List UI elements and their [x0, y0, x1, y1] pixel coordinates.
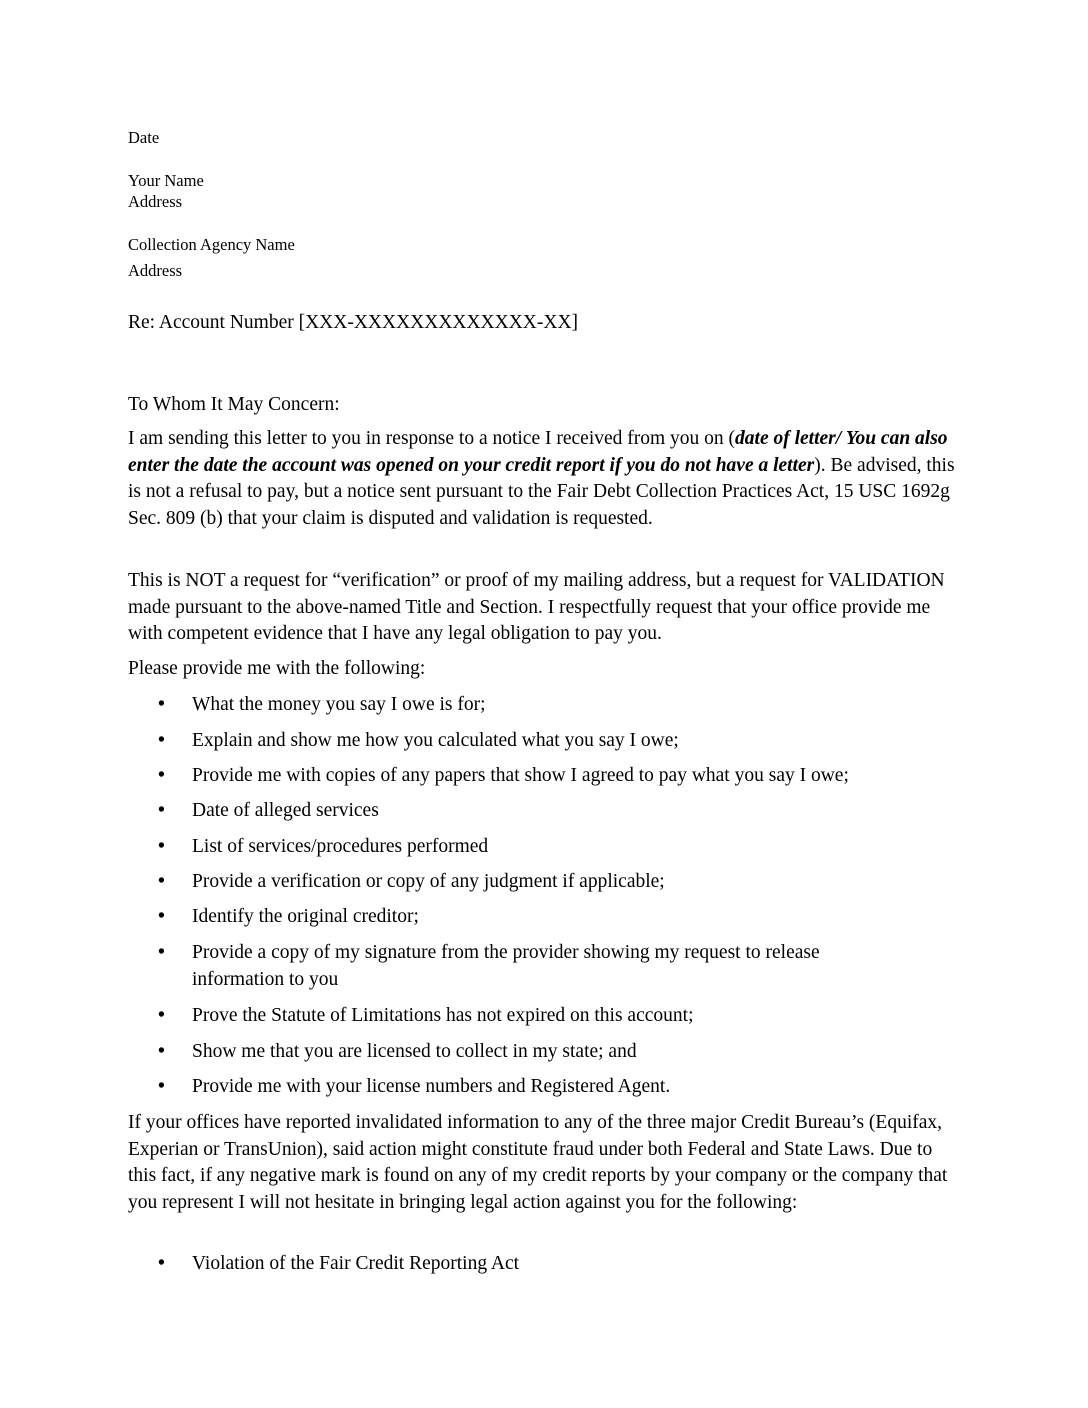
bullet-icon: • — [158, 694, 165, 715]
request-text: Identify the original creditor; — [192, 906, 419, 927]
request-text: Explain and show me how you calculated what you say I owe; — [192, 730, 679, 751]
paragraph-response-emphasis: date of letter/ You can also enter the date the account was opened on your credit report if you do not have a letter — [128, 428, 948, 476]
request-text: What the money you say I owe is for; — [192, 694, 486, 715]
date-line: Date — [128, 128, 160, 147]
request-text: Prove the Statute of Limitations has not expired on this account; — [192, 1005, 694, 1026]
request-text: List of services/procedures performed — [192, 836, 489, 857]
paragraph-response-before: I am sending this letter to you in response to a notice I received from you on ( — [128, 428, 736, 449]
list-intro: Please provide me with the following: — [128, 658, 426, 679]
paragraph-response — [128, 426, 963, 532]
sender-name: Your Name — [128, 171, 204, 190]
bullet-icon: • — [158, 871, 165, 892]
request-text: Provide me with your license numbers and Registered Agent. — [192, 1076, 671, 1097]
re-line: Re: Account Number [XXX-XXXXXXXXXXXXX-XX] — [128, 312, 579, 333]
bullet-icon: • — [158, 730, 165, 751]
bullet-icon: • — [158, 1005, 165, 1026]
request-text: Provide a verification or copy of any judgment if applicable; — [192, 871, 665, 892]
paragraph-response-after: ). Be advised, this is not a refusal to pay, but a notice sent pursuant to the Fair Debt Collection Practices Act, 15 USC 1692g Sec. 809 (b) that your claim is disputed and validation is requested. — [128, 454, 955, 529]
sender-address: Address — [128, 192, 183, 211]
violation-text: Violation of the Fair Credit Reporting Act — [192, 1253, 520, 1274]
recipient-address: Address — [128, 261, 183, 280]
salutation: To Whom It May Concern: — [128, 394, 340, 415]
bullet-icon: • — [158, 836, 165, 857]
bullet-icon: • — [158, 1076, 165, 1097]
bullet-icon: • — [158, 1253, 165, 1274]
bullet-icon: • — [158, 765, 165, 786]
bullet-icon: • — [158, 942, 165, 963]
paragraph-validation: This is NOT a request for “verification” or proof of my mailing address, but a request for VALIDATION made pursuant to the above-named Title and Section. I respectfully request that your office provide me with competent evidence that I have any legal obligation to pay you. — [128, 570, 945, 644]
bullet-icon: • — [158, 800, 165, 821]
bullet-icon: • — [158, 1041, 165, 1062]
request-text: Provide me with copies of any papers that show I agreed to pay what you say I owe; — [192, 765, 849, 786]
request-text: Provide a copy of my signature from the provider showing my request to release information to you — [192, 942, 820, 990]
recipient-name: Collection Agency Name — [128, 235, 295, 254]
request-text: Show me that you are licensed to collect in my state; and — [192, 1041, 637, 1062]
paragraph-legal-action: If your offices have reported invalidated information to any of the three major Credit Bureau’s (Equifax, Experian or TransUnion), said action might constitute fraud under both Federal and State Laws. Due to this fact, if any negative mark is found on any of my credit reports by your company or the company that you represent I will not hesitate in bringing legal action against you for the following: — [128, 1112, 948, 1213]
bullet-icon: • — [158, 906, 165, 927]
request-text: Date of alleged services — [192, 800, 379, 821]
